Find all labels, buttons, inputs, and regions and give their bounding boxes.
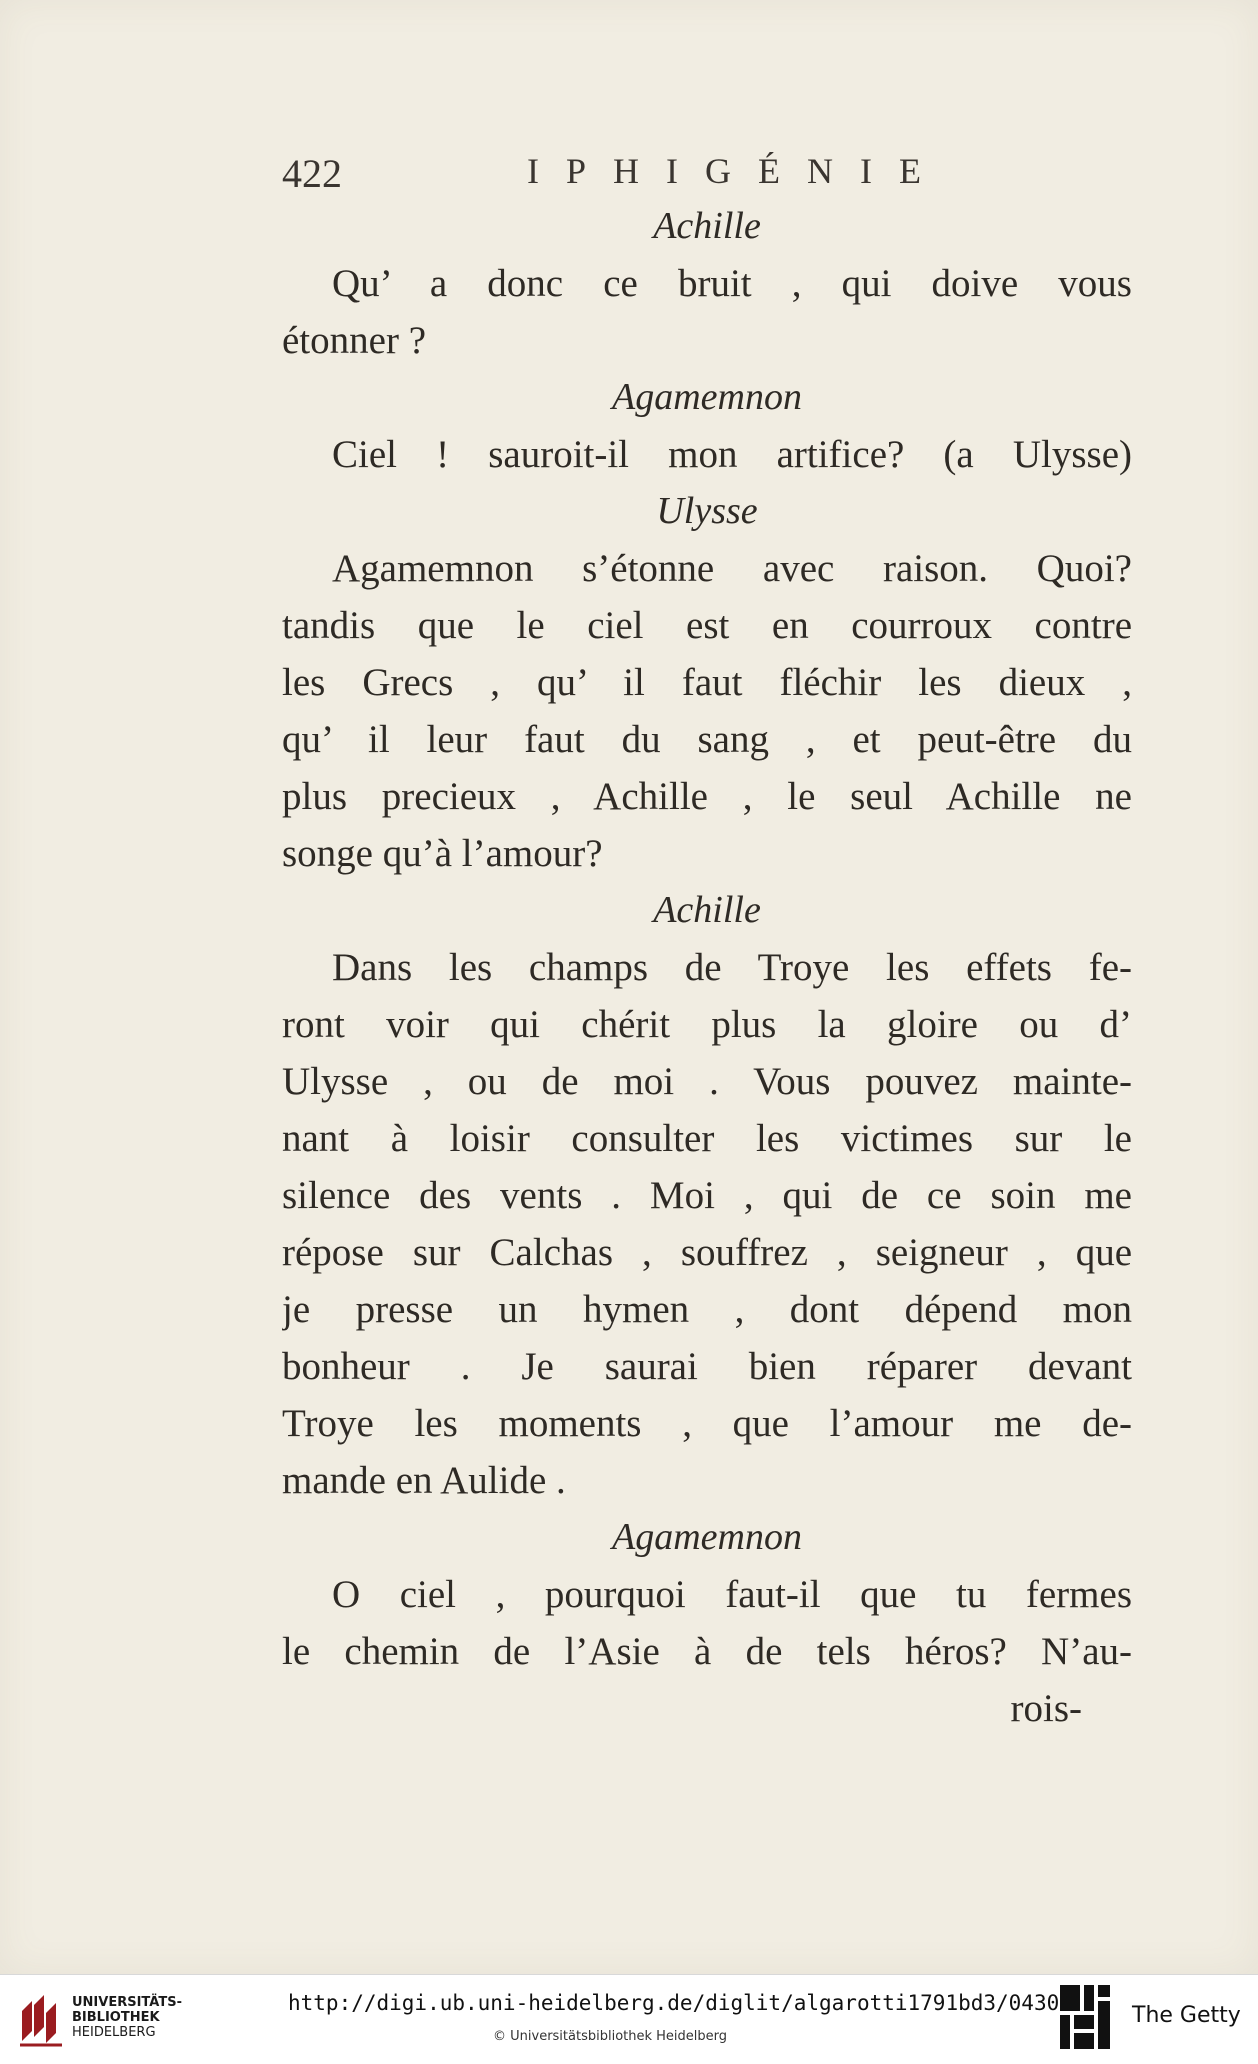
- text-line: plus precieux , Achille , le seul Achille ne: [282, 775, 1132, 818]
- copyright-notice: © Universitätsbibliothek Heidelberg: [493, 2029, 728, 2044]
- library-name: UNIVERSITÄTS- BIBLIOTHEK HEIDELBERG: [72, 1995, 182, 2040]
- speaker-name: Agamemnon: [612, 376, 802, 418]
- text-line: tandis que le ciel est en courroux contre: [282, 604, 1132, 647]
- text-line: Dans les champs de Troye les effets fe-: [332, 946, 1132, 989]
- text-line: les Grecs , qu’ il faut fléchir les dieux ,: [282, 661, 1132, 704]
- speaker-name: Achille: [653, 889, 761, 931]
- text-line: O ciel , pourquoi faut-il que tu fermes: [332, 1573, 1132, 1616]
- page-number: 422: [282, 151, 342, 196]
- text-line: je presse un hymen , dont dépend mon: [282, 1288, 1132, 1331]
- text-line: nant à loisir consulter les victimes sur le: [282, 1117, 1132, 1160]
- page-header: [282, 150, 1182, 200]
- text-line: Ciel ! sauroit-il mon artifice? (a Ulysse): [332, 433, 1132, 476]
- text-line: étonner ?: [282, 319, 427, 362]
- text-line: Troye les moments , que l’amour me de-: [282, 1402, 1132, 1445]
- speaker-name: Achille: [653, 205, 761, 247]
- body-text: [282, 198, 1132, 1737]
- speaker-name: Ulysse: [656, 490, 758, 532]
- text-line: qu’ il leur faut du sang , et peut-être du: [282, 718, 1132, 761]
- text-line: Qu’ a donc ce bruit , qui doive vous: [332, 262, 1132, 305]
- getty-logo-icon[interactable]: [1058, 1983, 1112, 2055]
- text-line: bonheur . Je saurai bien réparer devant: [282, 1345, 1132, 1388]
- university-library-logo-icon[interactable]: [14, 1989, 68, 2049]
- text-line: mande en Aulide .: [282, 1459, 566, 1502]
- viewer-footer: [0, 1974, 1258, 2064]
- catchword: rois-: [1010, 1687, 1082, 1730]
- partner-name: The Getty: [1132, 2003, 1241, 2028]
- text-line: ront voir qui chérit plus la gloire ou d’: [282, 1003, 1132, 1046]
- text-line: Ulysse , ou de moi . Vous pouvez mainte-: [282, 1060, 1132, 1103]
- text-line: silence des vents . Moi , qui de ce soin me: [282, 1174, 1132, 1217]
- text-line: Agamemnon s’étonne avec raison. Quoi?: [332, 547, 1132, 590]
- speaker-name: Agamemnon: [612, 1516, 802, 1558]
- text-line: le chemin de l’Asie à de tels héros? N’au-: [282, 1630, 1132, 1673]
- text-line: songe qu’à l’amour?: [282, 832, 603, 875]
- permalink-url[interactable]: http://digi.ub.uni-heidelberg.de/diglit/algarotti1791bd3/0430: [288, 1991, 1060, 2015]
- text-line: répose sur Calchas , souffrez , seigneur , que: [282, 1231, 1132, 1274]
- running-title: IPHIGÉNIE: [527, 151, 948, 191]
